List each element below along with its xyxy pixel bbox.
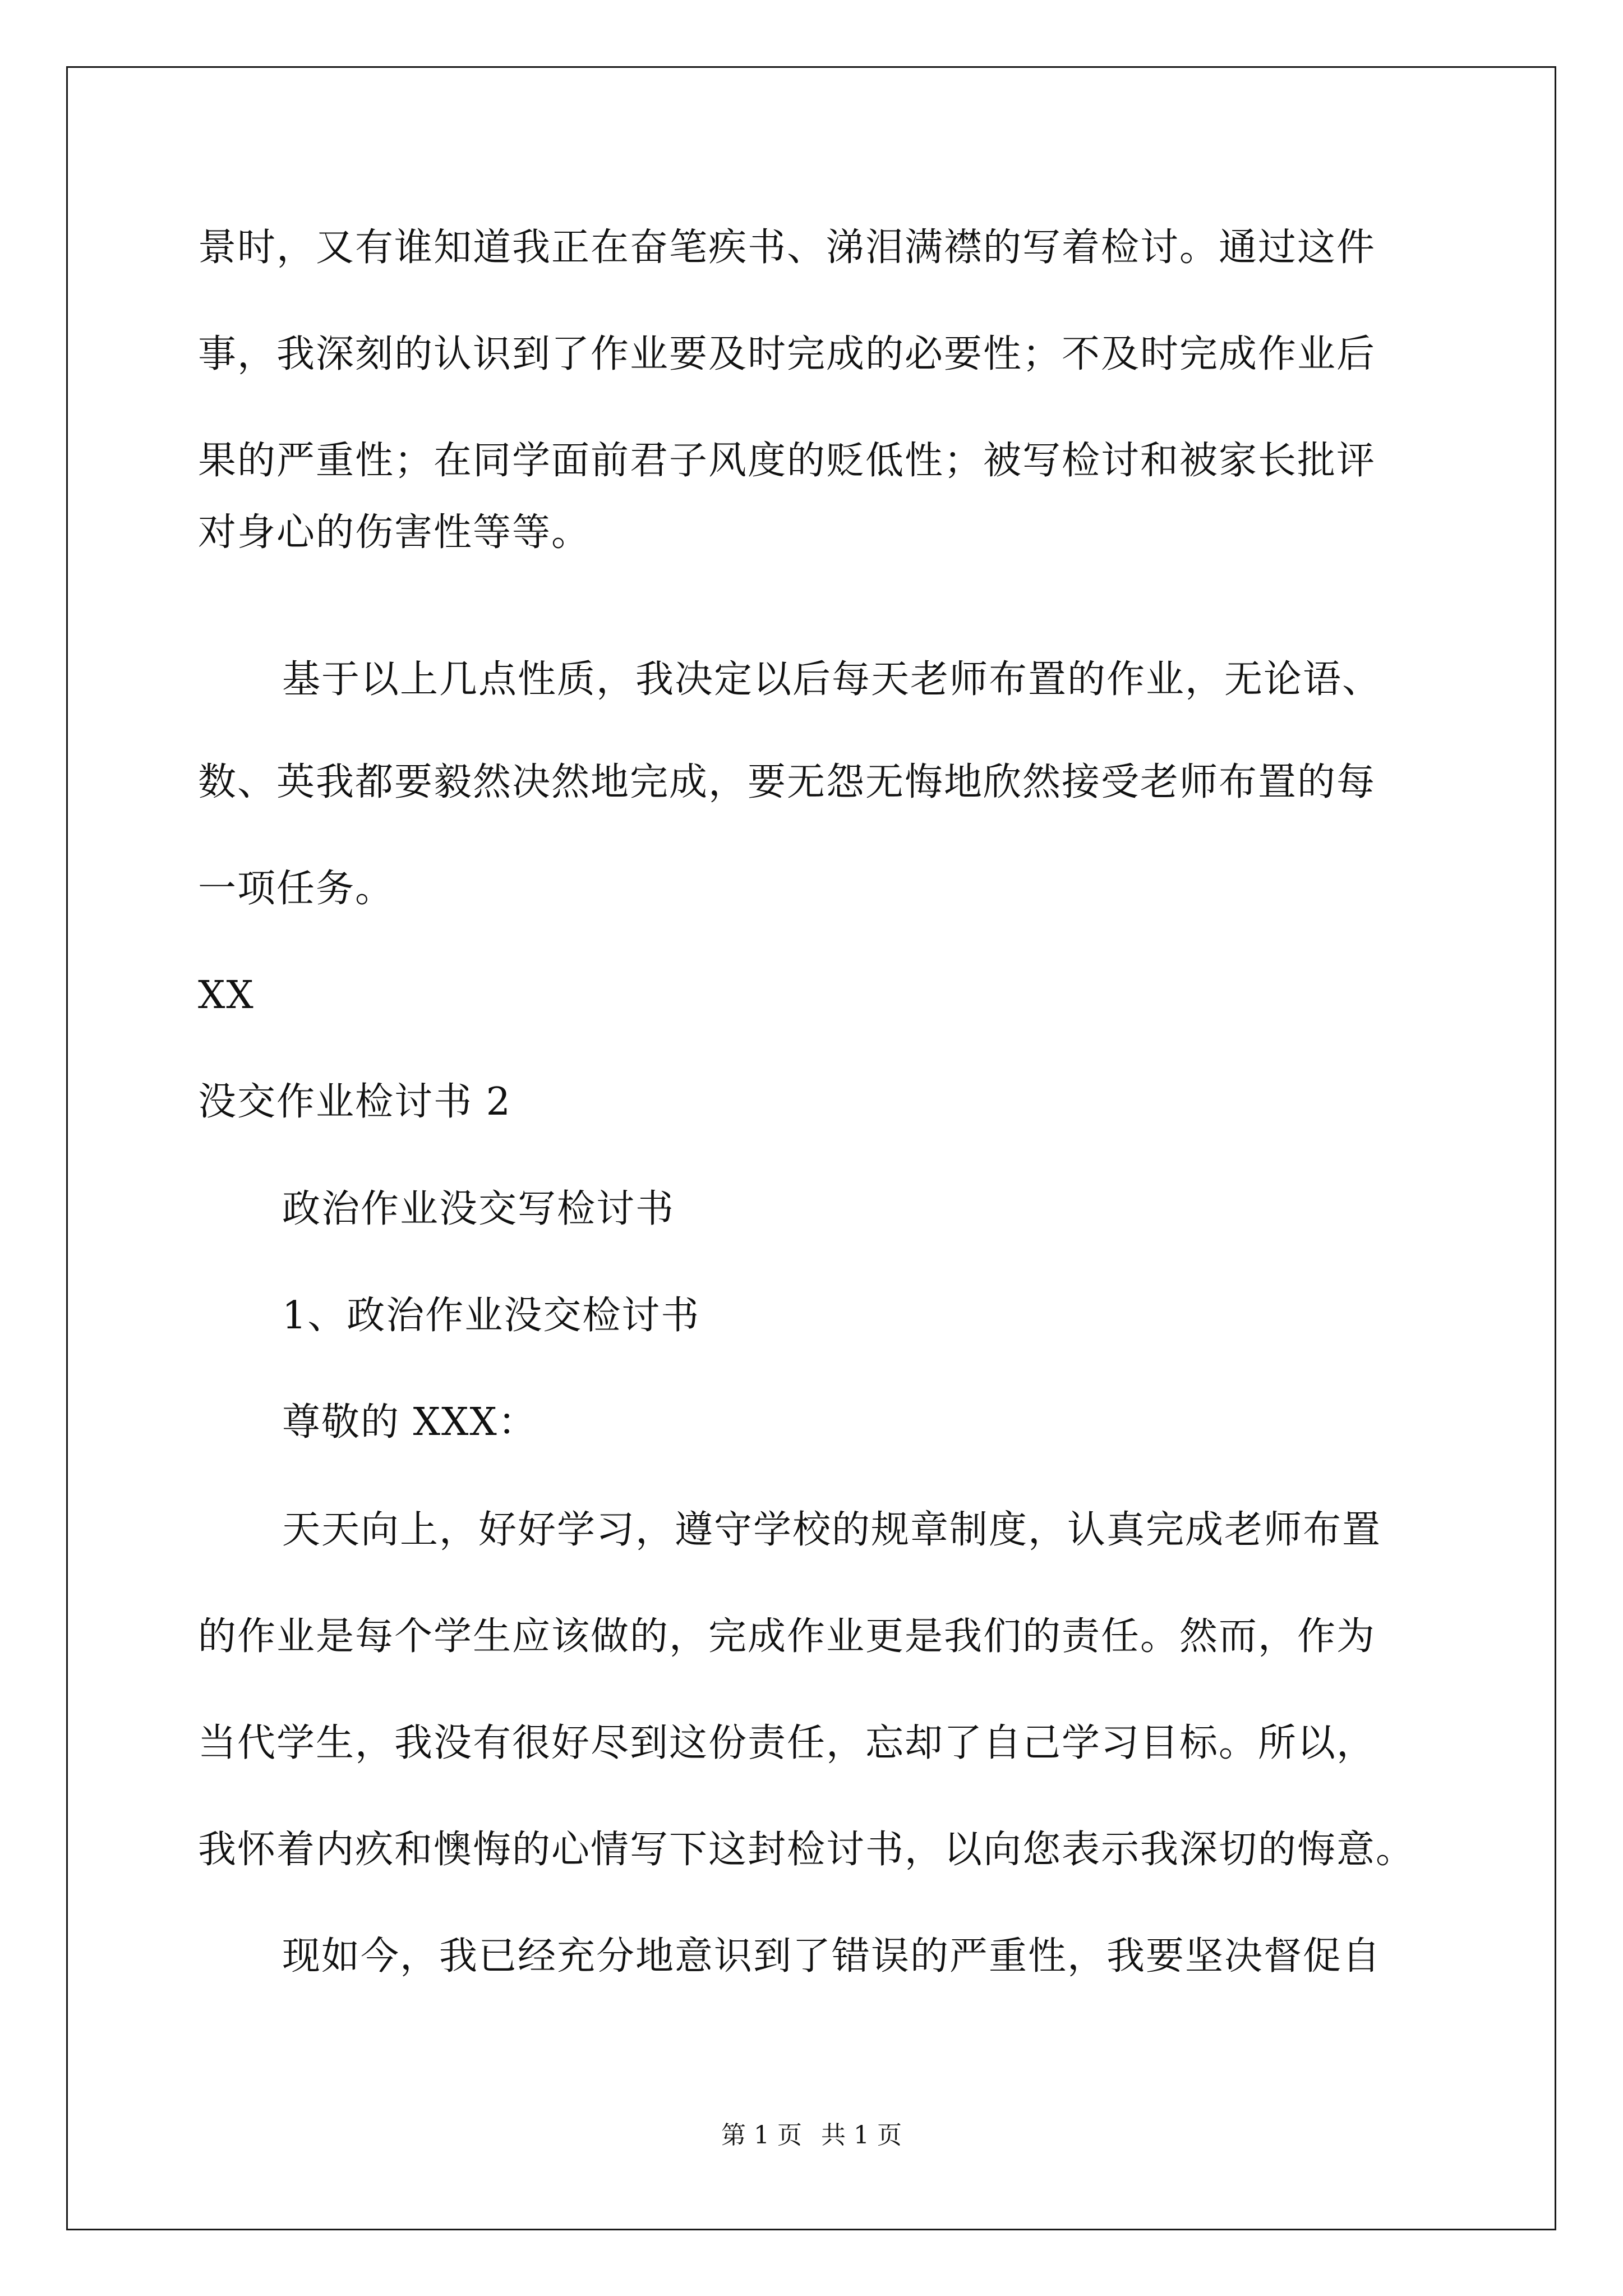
page-border [66, 66, 1556, 2230]
page-number: 第 1 页 [721, 2121, 802, 2150]
paragraph-line-7: 一项任务。 [198, 867, 395, 911]
subtitle-line: 政治作业没交写检讨书 [282, 1187, 675, 1231]
item-heading: 1、政治作业没交检讨书 [282, 1294, 700, 1338]
paragraph-line-10: 当代学生，我没有很好尽到这份责任，忘却了自己学习目标。所以， [198, 1721, 1376, 1765]
paragraph-line-5: 基于以上几点性质，我决定以后每天老师布置的作业，无论语、 [282, 657, 1382, 702]
paragraph-line-9: 的作业是每个学生应该做的，完成作业更是我们的责任。然而，作为 [198, 1614, 1376, 1659]
paragraph-line-1: 景时，又有谁知道我正在奋笔疾书、涕泪满襟的写着检讨。通过这件 [198, 226, 1376, 270]
page-footer [0, 2122, 1623, 2150]
paragraph-line-3: 果的严重性；在同学面前君子风度的贬低性；被写检讨和被家长批评 [198, 439, 1376, 483]
page-total: 共 1 页 [821, 2121, 902, 2150]
paragraph-line-6: 数、英我都要毅然决然地完成，要无怨无悔地欣然接受老师布置的每 [198, 760, 1376, 804]
paragraph-line-8: 天天向上，好好学习，遵守学校的规章制度，认真完成老师布置 [282, 1508, 1382, 1552]
paragraph-line-12: 现如今，我已经充分地意识到了错误的严重性，我要坚决督促自 [282, 1934, 1382, 1978]
paragraph-line-2: 事，我深刻的认识到了作业要及时完成的必要性；不及时完成作业后 [198, 332, 1376, 376]
paragraph-line-11: 我怀着内疚和懊悔的心情写下这封检讨书，以向您表示我深切的悔意。 [198, 1828, 1415, 1872]
section-title: 没交作业检讨书 2 [198, 1080, 511, 1124]
paragraph-line-4: 对身心的伤害性等等。 [198, 510, 591, 555]
signature-line: XX [198, 973, 255, 1018]
salutation-line: 尊敬的 XXX： [282, 1400, 537, 1444]
